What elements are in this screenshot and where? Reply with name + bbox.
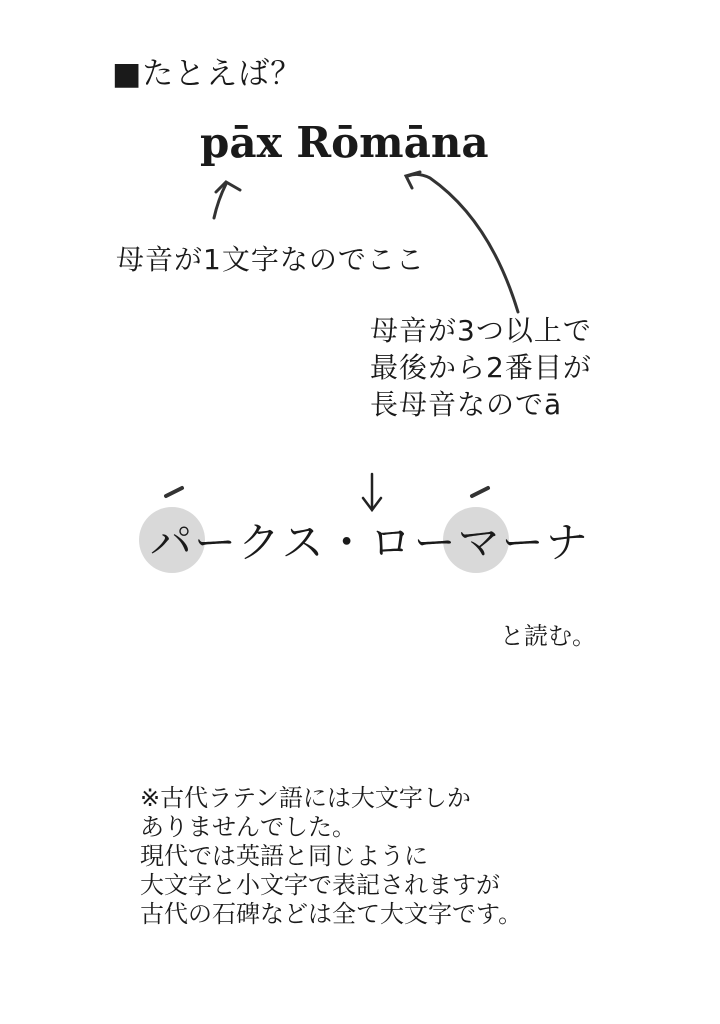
footnote-line: 古代の石碑などは全て大文字です。 [140, 900, 523, 928]
section-heading: ■たとえば？ [112, 56, 303, 92]
accent-mark-icon [166, 488, 182, 496]
note-three-vowels [370, 312, 592, 423]
accent-mark-icon [472, 488, 488, 496]
katakana-reading: パークス・ローマーナ [150, 518, 590, 567]
footnote-line: ※古代ラテン語には大文字しか [140, 784, 471, 812]
footnote-line: 大文字と小文字で表記されますが [140, 871, 500, 899]
arrow-up-icon [214, 182, 240, 218]
note-single-vowel: 母音が1文字なのでここ [116, 243, 425, 276]
footnote-line: ありませんでした。 [140, 813, 356, 841]
note-line: 長母音なのでā [370, 388, 563, 421]
footnote-line: 現代では英語と同じように [140, 842, 428, 870]
note-line: 最後から2番目が [370, 351, 592, 384]
arrow-down-icon [363, 474, 381, 510]
footnote [140, 784, 522, 929]
note-line: 母音が3つ以上で [370, 314, 592, 347]
read-as-text: と読む。 [500, 622, 596, 650]
latin-phrase: pāx Rōmāna [200, 118, 489, 167]
